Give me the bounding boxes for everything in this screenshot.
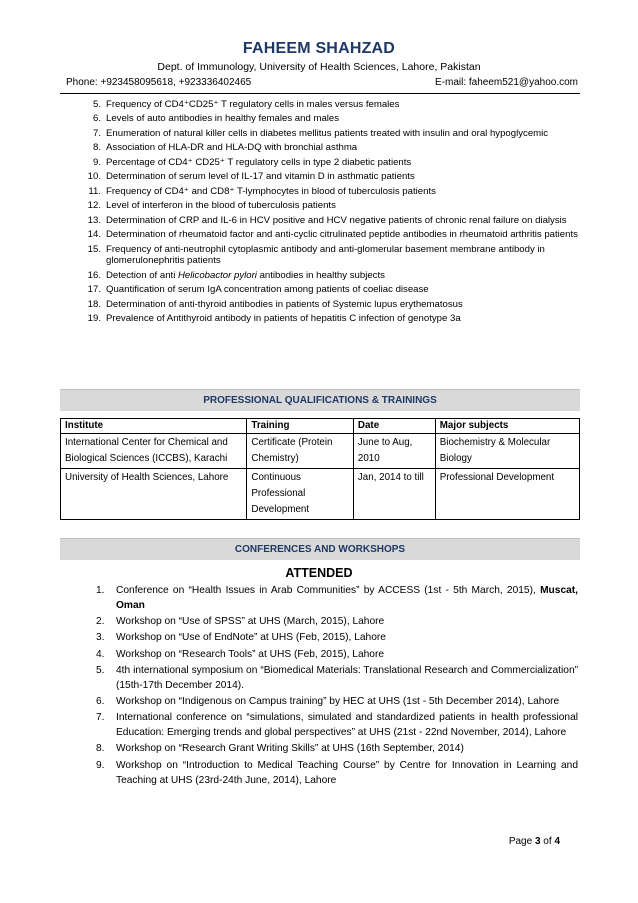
table-cell: Certificate (Protein Chemistry) — [247, 434, 354, 469]
list-item: 19. Prevalence of Antithyroid antibody in patients of hepatitis C infection of genotype 3a — [87, 313, 461, 325]
department-line: Dept. of Immunology, University of Health Sciences, Lahore, Pakistan — [157, 61, 481, 73]
page-number: Page 3 of 4 — [508, 836, 560, 847]
list-item: 15. Frequency of anti-neutrophil cytoplasmic antibody and anti-glomerular basement membrane antibody in glomerulonephritis patients — [87, 243, 545, 267]
qualifications-table — [60, 418, 580, 520]
list-item: 1. Conference on “Health Issues in Arab Communities” by ACCESS (1st - 5th March, 2015), Muscat, Oman — [96, 585, 578, 611]
list-item: 18. Determination of anti-thyroid antibodies in patients of Systemic lupus erythematosus — [87, 298, 463, 310]
list-item: 6. Levels of auto antibodies in healthy females and males — [92, 113, 340, 125]
conferences-section-heading: CONFERENCES AND WORKSHOPS — [60, 538, 580, 560]
table-cell: Continuous Professional Development — [247, 469, 354, 520]
conference-list — [98, 583, 578, 789]
list-item: 10. Determination of serum level of IL-17 and vitamin D in asthmatic patients — [87, 171, 415, 183]
qualifications-section-heading: PROFESSIONAL QUALIFICATIONS & TRAININGS — [60, 389, 580, 411]
table-cell: Jan, 2014 to till — [353, 469, 435, 520]
table-cell: International Center for Chemical and Biological Sciences (ICCBS), Karachi — [61, 434, 247, 469]
column-header: Date — [353, 419, 435, 434]
list-item: 16. Detection of anti Helicobactor pylori antibodies in healthy subjects — [87, 269, 385, 281]
table-cell: June to Aug, 2010 — [353, 434, 435, 469]
list-item: 6. Workshop on “Indigenous on Campus training” by HEC at UHS (1st - 5th December 2014), Lahore — [96, 695, 560, 707]
phone-numbers: Phone: +923458095618, +923336402465 — [66, 77, 252, 88]
list-item: 11. Frequency of CD4⁺ and CD8⁺ T-lymphocytes in blood of tuberculosis patients — [88, 185, 436, 197]
list-item: 3. Workshop on “Use of EndNote” at UHS (Feb, 2015), Lahore — [96, 632, 386, 644]
list-item: 7. International conference on “simulations, simulated and standardized patients in health professional Education: Emerging trends and global perspectives” at UHS (21st - 22nd November, 2014), Lahore — [96, 712, 578, 739]
list-item: 14. Determination of rheumatoid factor and anti-cyclic citrulinated peptide antibodies in rheumatoid arthritis patients — [87, 229, 578, 241]
table-cell: Professional Development — [435, 469, 579, 520]
contact-line — [60, 77, 580, 94]
email-address: E-mail: faheem521@yahoo.com — [435, 77, 578, 88]
list-item: 4. Workshop on “Research Tools” at UHS (Feb, 2015), Lahore — [96, 648, 385, 660]
column-header: Institute — [61, 419, 247, 434]
column-header: Major subjects — [435, 419, 579, 434]
table-cell: Biochemistry & Molecular Biology — [435, 434, 579, 469]
list-item: 8. Workshop on “Research Grant Writing Skills” at UHS (16th September, 2014) — [96, 743, 464, 755]
list-item: 12. Level of interferon in the blood of tuberculosis patients — [87, 200, 336, 212]
list-item: 9. Percentage of CD4⁺ CD25⁺ T regulatory cells in type 2 diabetic patients — [92, 156, 412, 168]
list-item: 7. Enumeration of natural killer cells in diabetes mellitus patients treated with insulin and oral hypoglycemic — [92, 127, 549, 139]
table-cell: University of Health Sciences, Lahore — [61, 469, 247, 520]
list-item: 9. Workshop on “Introduction to Medical Teaching Course” by Centre for Innovation in Learning and Teaching at UHS (23rd-24th June, 2014), Lahore — [96, 759, 578, 786]
list-item: 5. Frequency of CD4⁺CD25⁺ T regulatory cells in males versus females — [92, 99, 400, 110]
list-item: 5. 4th international symposium on “Biomedical Materials: Translational Research and Commercialization” (15th-17th December 2014). — [96, 664, 578, 691]
table-header-row — [61, 419, 580, 434]
column-header: Training — [247, 419, 354, 434]
candidate-name: FAHEEM SHAHZAD — [242, 40, 396, 57]
list-item: 8. Association of HLA-DR and HLA-DQ with bronchial asthma — [92, 142, 358, 154]
list-item: 13. Determination of CRP and IL-6 in HCV positive and HCV negative patients of chronic renal failure on dialysis — [87, 214, 567, 226]
list-item: 2. Workshop on “Use of SPSS” at UHS (March, 2015), Lahore — [96, 616, 385, 628]
table-row — [61, 434, 580, 469]
list-item: 17. Quantification of serum IgA concentration among patients of coeliac disease — [87, 284, 429, 296]
table-row — [61, 469, 580, 520]
publication-list — [60, 99, 606, 328]
attended-subheading: ATTENDED — [285, 566, 353, 580]
